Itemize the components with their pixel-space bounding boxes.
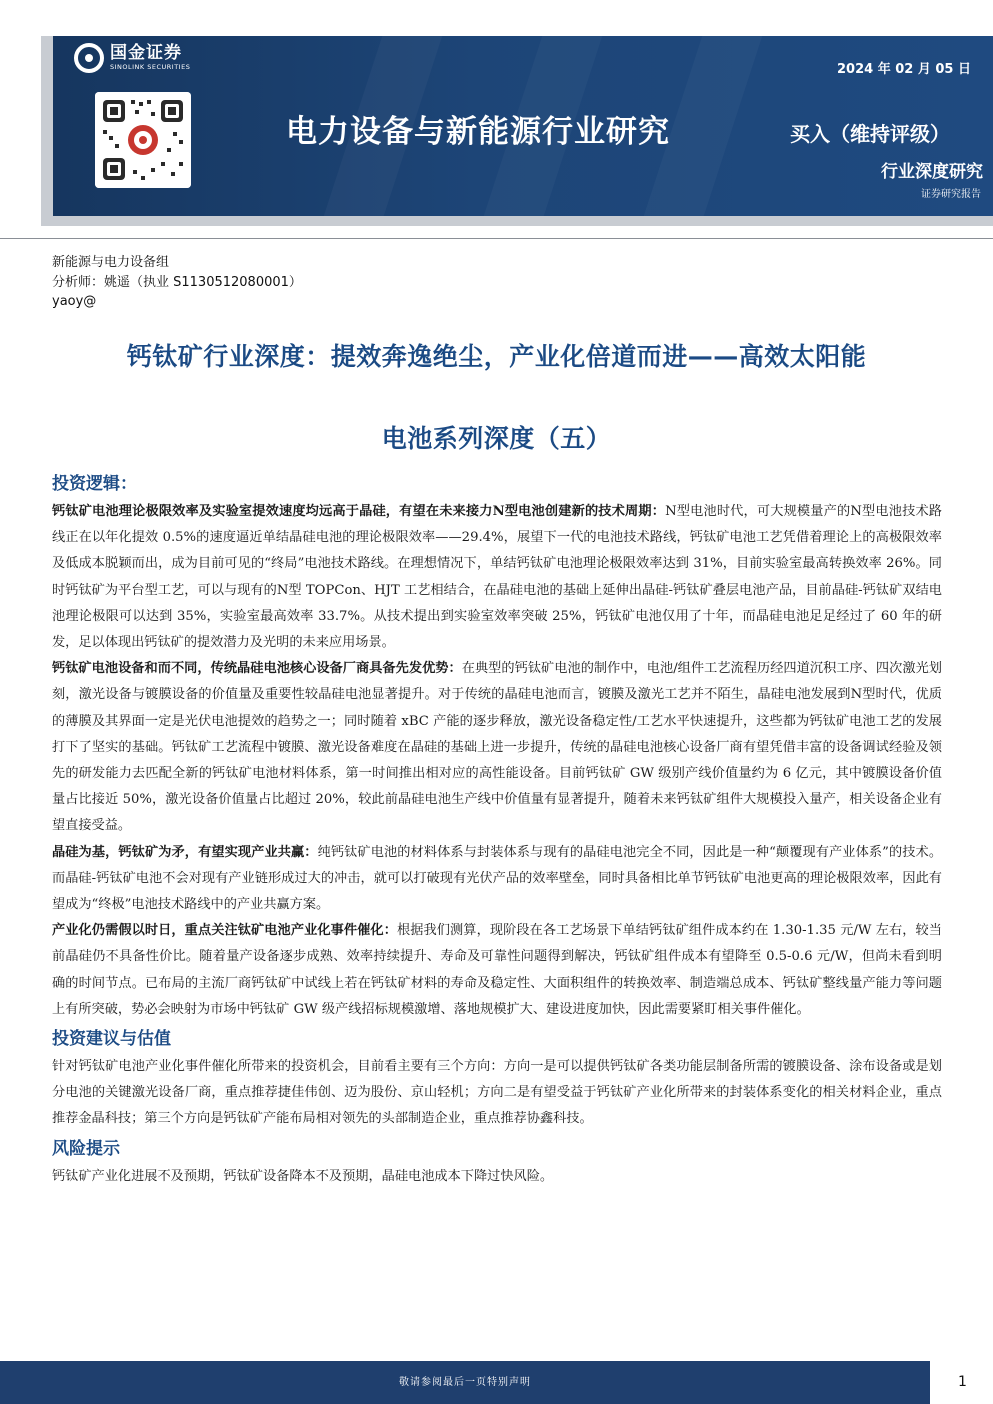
report-title-line-1: 钙钛矿行业深度：提效奔逸绝尘，产业化倍道而进——高效太阳能 [126,342,867,371]
rating-badge: 买入（维持评级） [790,122,950,146]
logo-name-cn: 国金证券 [110,43,182,63]
report-type: 行业深度研究 [881,162,983,182]
paragraph-body: N型电池时代，可大规模量产的N型电池技术路线正在以年化提效 0.5%的速度逼近单结晶硅电池的理论极限效率——29.4%，展望下一代的电池技术路线，钙钛矿电池工艺凭借着理论上的高极限效率及低成本脱颖而出，成为目前可见的“终局”电池技术路线。在理想情况下，单结钙钛矿电池理论极限效率达到 31%，目前实验室最高转换效率 26%。同时钙钛矿为平台型工艺，可以与现有的N型 TOPCon、HJT 工艺相结合，在晶硅电池的基础上延伸出晶硅-钙钛矿叠层电池产品，目前晶硅-钙钛矿双结电池理论极限可以达到 35%，实验室最高效率 33.7%。从技术提出到实验室效率突破 25%，钙钛矿电池仅用了十年，而晶硅电池足足经过了 60 年的研发，足以体现出钙钛矿的提效潜力及光明的未来应用场景。 [52,504,942,651]
header-divider [0,238,993,239]
report-title [40,336,953,459]
report-body [52,470,942,1190]
paragraph [52,656,942,839]
section-investment-logic [52,470,942,1023]
paragraph [52,918,942,1023]
paragraph: 钙钛矿产业化进展不及预期，钙钛矿设备降本不及预期，晶硅电池成本下降过快风险。 [52,1168,554,1184]
report-category: 证券研究报告 [921,189,981,200]
report-series-title: 电力设备与新能源行业研究 [286,114,670,150]
page-number: 1 [958,1374,967,1390]
paragraph-lead: 钙钛矿电池理论极限效率及实验室提效速度均远高于晶硅，有望在未来接力N型电池创建新的技术周期： [52,504,666,519]
paragraph-lead: 钙钛矿电池设备和而不同，传统晶硅电池核心设备厂商具备先发优势： [52,661,462,677]
paragraph-body: 根据我们测算，现阶段在各工艺场景下单结钙钛矿组件成本约在 1.30-1.35 元/W 左右，较当前晶硅仍不具备性价比。随着量产设备逐步成熟、效率持续提升、寿命及可靠性问题得到解决，钙钛矿组件成本有望降至 0.5-0.6 元/W，但尚未看到明确的时间节点。已布局的主流厂商钙钛矿中试线上若在钙钛矿材料的寿命及稳定性、大面积组件的转换效率、制造端总成本、钙钛矿整线量产能力等问题上有所突破，势必会映射为市场中钙钛矿 GW 级产线招标规模激增、落地规模扩大、建设进度加快，因此需要紧盯相关事件催化。 [52,923,942,1017]
footer-disclaimer: 敬请参阅最后一页特别声明 [399,1377,531,1388]
analyst-email: yaoy@ [52,294,97,309]
qr-code-icon [95,92,191,188]
section-investment-advice [52,1025,942,1133]
paragraph: 针对钙钛矿电池产业化事件催化所带来的投资机会，目前看主要有三个方向：方向一是可以提供钙钛矿各类功能层制备所需的镀膜设备、涂布设备或是划分电池的关键激光设备厂商，重点推荐捷佳伟创、迈为股份、京山轻机；方向二是有望受益于钙钛矿产业化所带来的封装体系变化的相关材料企业，重点推荐金晶科技；第三个方向是钙钛矿产能布局相对领先的头部制造企业，重点推荐协鑫科技。 [52,1059,942,1127]
author-block [52,253,302,312]
paragraph [52,499,942,656]
report-date: 2024 年 02 月 05 日 [837,62,971,77]
paragraph [52,840,942,919]
paragraph-lead: 产业化仍需假以时日，重点关注钛矿电池产业化事件催化： [52,923,397,939]
section-heading: 投资逻辑： [52,474,137,494]
section-heading: 风险提示 [52,1138,120,1159]
logo-mark-icon [74,43,104,73]
logo-name-en: SINOLINK SECURITIES [110,63,191,71]
analyst-info: 分析师：姚遥（执业 S1130512080001） [52,274,302,290]
section-risk [52,1135,942,1190]
paragraph-body: 在典型的钙钛矿电池的制作中，电池/组件工艺流程历经四道沉积工序、四次激光划刻，激光设备与镀膜设备的价值量及重要性较晶硅电池显著提升。对于传统的晶硅电池而言，镀膜及激光工艺并不陌生，晶硅电池发展到N型时代，优质的薄膜及其界面一定是光伏电池提效的趋势之一；同时随着 xBC 产能的逐步释放，激光设备稳定性/工艺水平快速提升，这些都为钙钛矿电池工艺的发展打下了坚实的基础。钙钛矿工艺流程中镀膜、激光设备难度在晶硅的基础上进一步提升，传统的晶硅电池核心设备厂商有望凭借丰富的设备调试经验及领先的研发能力去匹配全新的钙钛矿电池材料体系，第一时间推出相对应的高性能设备。目前钙钛矿 GW 级别产线价值量约为 6 亿元，其中镀膜设备价值量占比接近 50%，激光设备价值量占比超过 20%，较此前晶硅电池生产线中价值量有显著提升，随着未来钙钛矿组件大规模投入量产，相关设备企业有望直接受益。 [52,661,942,834]
paragraph-lead: 晶硅为基，钙钛矿为矛，有望实现产业共赢： [52,844,318,860]
report-title-line-2: 电池系列深度（五） [381,424,612,453]
research-group: 新能源与电力设备组 [52,255,170,270]
section-heading: 投资建议与估值 [52,1029,171,1050]
paragraph-body: 纯钙钛矿电池的材料体系与封装体系与现有的晶硅电池完全不同，因此是一种“颠覆现有产业体系”的技术。而晶硅-钙钛矿电池不会对现有产业链形成过大的冲击，就可以打破现有光伏产品的效率壁垒，同时具备相比单节钙钛矿电池更高的理论极限效率，因此有望成为“终极”电池技术路线中的产业共赢方案。 [52,844,943,913]
sinolink-logo [74,43,190,73]
